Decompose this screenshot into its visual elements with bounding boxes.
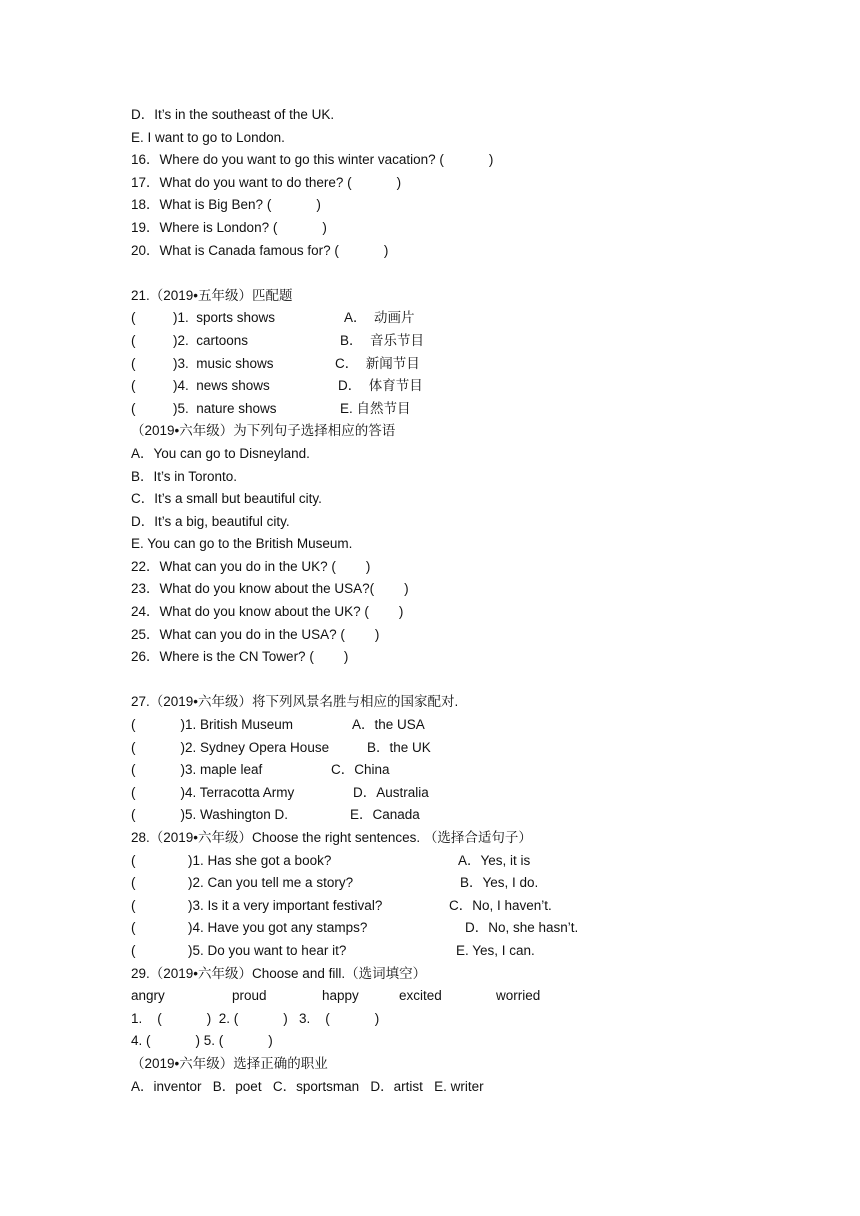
q22-option-d: D．It’s a big, beautiful city. [131,513,290,529]
q27-row: ( )1. British Museum A．the USA [131,717,425,733]
question-16: 16．Where do you want to go this winter vacation? ( ) [131,152,494,168]
word: happy [322,988,359,1004]
q21-row: ( )4. news shows D． 体育节目 [131,378,423,394]
q27-row: ( )4. Terracotta Army D．Australia [131,784,429,800]
q27-title: 27.（2019•六年级）将下列风景名胜与相应的国家配对. [131,694,459,710]
q28-row: ( )2. Can you tell me a story? B．Yes, I do. [131,875,539,891]
q21-title: 21.（2019•五年级）匹配题 [131,287,293,303]
q21-row: ( )5. nature shows E. 自然节目 [131,400,411,416]
q28-title: 28.（2019•六年级）Choose the right sentences. （选择合适句子） [131,830,532,845]
option-d: D．It’s in the southeast of the UK. [131,107,335,122]
word: proud [232,988,267,1004]
question-22: 22．What can you do in the UK? ( ) [131,558,371,574]
question-19: 19．Where is London? ( ) [131,219,327,235]
worksheet-page [131,104,831,1098]
question-17: 17．What do you want to do there? ( ) [131,174,402,190]
question-24: 24．What do you know about the UK? ( ) [131,604,404,620]
q27-row: ( )5. Washington D. E．Canada [131,807,420,823]
q30-options: A．inventor B．poet C．sportsman D．artist E. writer [131,1078,484,1094]
q22-title: （2019•六年级）为下列句子选择相应的答语 [131,423,396,439]
q22-option-a: A．You can go to Disneyland. [131,445,310,461]
word: angry [131,988,165,1004]
question-23: 23．What do you know about the USA?( ) [131,581,409,597]
q28-row: ( )3. Is it a very important festival? C．No, I haven’t. [131,897,552,913]
q22-option-c: C．It’s a small but beautiful city. [131,491,322,507]
q29-blanks-1: 1. ( ) 2. ( ) 3. ( ) [131,1010,380,1026]
q29-word-bank [131,985,831,1008]
q27-row: ( )3. maple leaf C．China [131,762,390,778]
q30-title: （2019•六年级）选择正确的职业 [131,1055,328,1071]
q29-title: 29.（2019•六年级）Choose and fill.（选词填空） [131,965,427,981]
option-e: E. I want to go to London. [131,129,285,145]
question-18: 18．What is Big Ben? ( ) [131,197,321,213]
question-20: 20．What is Canada famous for? ( ) [131,242,389,258]
q21-row: ( )3. music shows C． 新闻节目 [131,355,420,371]
q21-row: ( )2. cartoons B． 音乐节目 [131,332,425,348]
q29-blanks-2: 4. ( ) 5. ( ) [131,1033,273,1049]
q22-option-e: E. You can go to the British Museum. [131,536,353,552]
word: excited [399,988,442,1004]
q21-row: ( )1. sports shows A． 动画片 [131,310,415,326]
question-26: 26．Where is the CN Tower? ( ) [131,649,349,665]
word: worried [496,988,541,1004]
q27-row: ( )2. Sydney Opera House B．the UK [131,739,431,755]
q28-row: ( )5. Do you want to hear it? E. Yes, I can. [131,942,535,958]
q28-row: ( )4. Have you got any stamps? D．No, she hasn’t. [131,920,579,936]
question-25: 25．What can you do in the USA? ( ) [131,626,380,642]
q22-option-b: B．It’s in Toronto. [131,468,238,484]
q28-row: ( )1. Has she got a book? A．Yes, it is [131,852,531,868]
